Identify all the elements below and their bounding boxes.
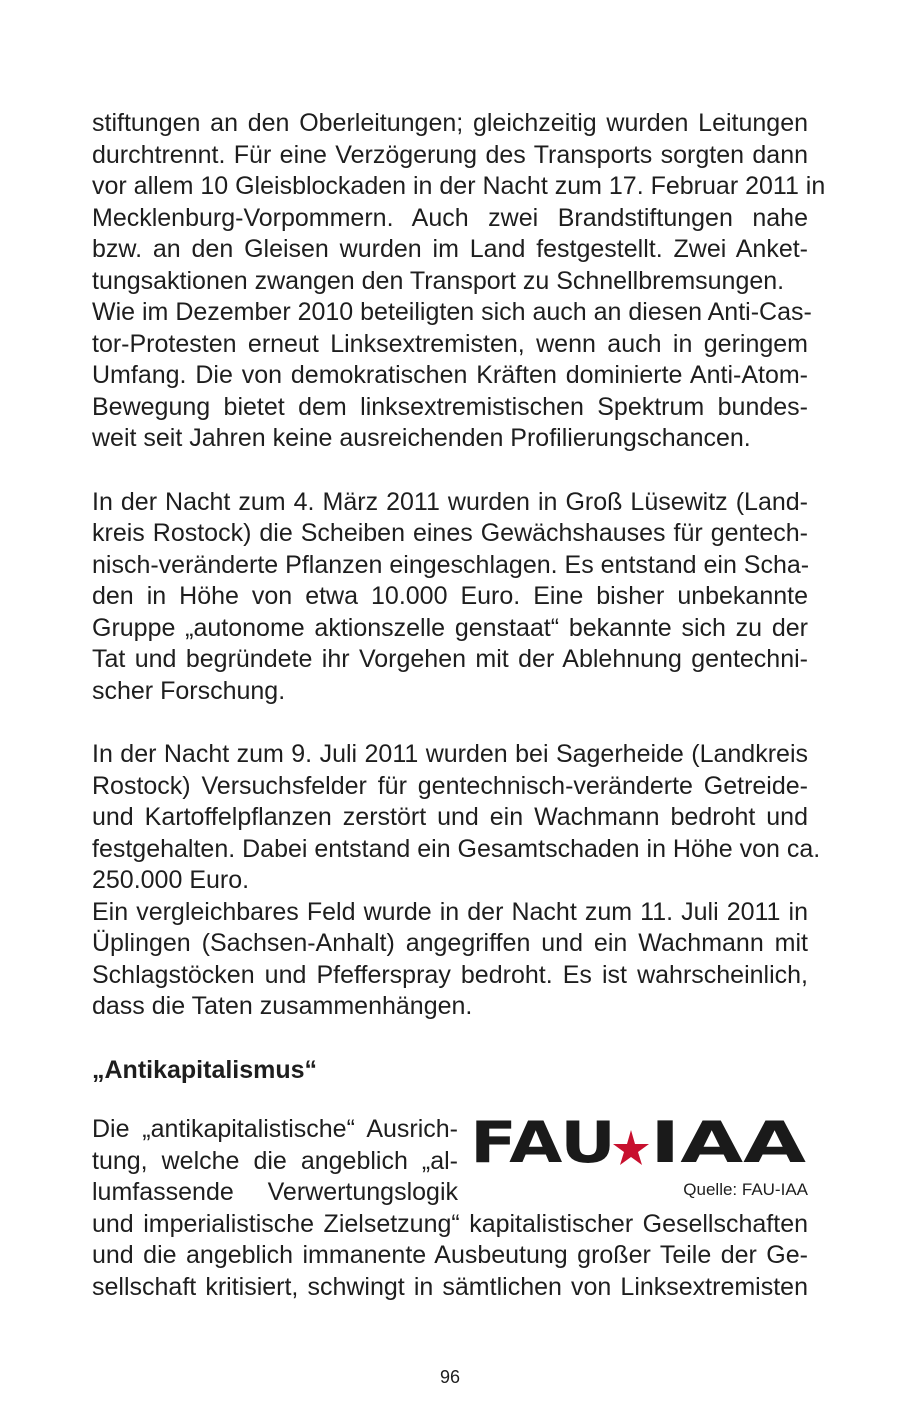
paragraph-spacer xyxy=(92,455,808,487)
text-line: Gruppe „autonome aktionszelle genstaat“ bekannte sich zu der xyxy=(92,613,808,642)
text-line: tungsaktionen zwangen den Transport zu Schnellbremsungen. xyxy=(92,266,785,295)
narrow-text-block xyxy=(92,1114,458,1209)
text-line: bzw. an den Gleisen wurden im Land festgestellt. Zwei Anket- xyxy=(92,235,808,263)
text-line: Wie im Dezember 2010 beteiligten sich auch an diesen Anti-Cas- xyxy=(92,298,812,326)
text-line: 250.000 Euro. xyxy=(92,866,250,894)
image-caption: Quelle: FAU-IAA xyxy=(683,1180,808,1199)
text-line: Rostock) Versuchsfelder für gentechnisch-veränderte Getreide- xyxy=(92,771,808,800)
page-body xyxy=(92,108,826,1303)
paragraph-spacer xyxy=(92,1086,808,1114)
text-line: kreis Rostock) die Scheiben eines Gewächshauses für gentech- xyxy=(92,519,808,547)
section-heading: „Antikapitalismus“ xyxy=(92,1055,318,1084)
red-star-icon xyxy=(613,1130,649,1165)
text-line: nisch-veränderte Pflanzen eingeschlagen. Es entstand ein Scha- xyxy=(92,550,810,579)
fau-iaa-logo xyxy=(470,1114,808,1168)
text-line: und Kartoffelpflanzen zerstört und ein Wachmann bedroht und xyxy=(92,803,808,831)
paragraph-spacer xyxy=(92,707,808,739)
text-line: Umfang. Die von demokratischen Kräften dominierte Anti-Atom- xyxy=(92,361,808,389)
text-line: Ein vergleichbares Feld wurde in der Nacht zum 11. Juli 2011 in xyxy=(92,897,808,926)
text-line: durchtrennt. Für eine Verzögerung des Transports sorgten dann xyxy=(92,140,808,169)
fau-iaa-figure xyxy=(470,1114,808,1200)
text-line: den in Höhe von etwa 10.000 Euro. Eine bisher unbekannte xyxy=(92,582,808,610)
text-line: Mecklenburg-Vorpommern. Auch zwei Brandstiftungen nahe xyxy=(92,203,808,232)
paragraph-spacer xyxy=(92,1023,808,1055)
text-line: stiftungen an den Oberleitungen; gleichzeitig wurden Leitungen xyxy=(92,109,808,137)
text-line: und imperialistische Zielsetzung“ kapitalistischer Gesellschaften xyxy=(92,1209,808,1238)
logo-text-fau: FAU xyxy=(470,1114,616,1168)
text-line: tung, welche die angeblich „al- xyxy=(92,1146,458,1175)
text-line: vor allem 10 Gleisblockaden in der Nacht zum 17. Februar 2011 in xyxy=(92,172,826,200)
text-line: In der Nacht zum 4. März 2011 wurden in Groß Lüsewitz (Land- xyxy=(92,487,808,516)
paragraph-antikapitalismus xyxy=(92,1114,808,1303)
page-number: 96 xyxy=(439,1367,461,1387)
text-line: Tat und begründete ihr Vorgehen mit der Ablehnung gentechni- xyxy=(92,645,808,673)
full-text-block xyxy=(92,1209,808,1304)
text-line: Bewegung bietet dem linksextremistischen Spektrum bundes- xyxy=(92,392,808,421)
text-line: Üplingen (Sachsen-Anhalt) angegriffen und ein Wachmann mit xyxy=(92,929,808,957)
text-line: scher Forschung. xyxy=(92,676,286,705)
text-line: sellschaft kritisiert, schwingt in sämtlichen von Linksextremisten xyxy=(92,1272,808,1301)
text-line: In der Nacht zum 9. Juli 2011 wurden bei Sagerheide (Landkreis xyxy=(92,740,808,768)
text-line: weit seit Jahren keine ausreichenden Profilierungschancen. xyxy=(92,424,751,452)
text-line: Die „antikapitalistische“ Ausrich- xyxy=(92,1115,458,1143)
text-line: Schlagstöcken und Pfefferspray bedroht. Es ist wahrscheinlich, xyxy=(92,960,808,989)
text-line: festgehalten. Dabei entstand ein Gesamtschaden in Höhe von ca. xyxy=(92,834,821,863)
text-line: und die angeblich immanente Ausbeutung großer Teile der Ge- xyxy=(92,1241,808,1269)
paragraph-castor-protests xyxy=(92,108,826,455)
logo-text-iaa: IAA xyxy=(650,1114,806,1168)
paragraph-sagerheide xyxy=(92,739,821,1023)
text-line: lumfassende Verwertungslogik xyxy=(92,1178,458,1206)
text-line: dass die Taten zusammenhängen. xyxy=(92,992,473,1020)
paragraph-gross-luesewitz xyxy=(92,487,808,708)
text-line: tor-Protesten erneut Linksextremisten, wenn auch in geringem xyxy=(92,329,808,358)
